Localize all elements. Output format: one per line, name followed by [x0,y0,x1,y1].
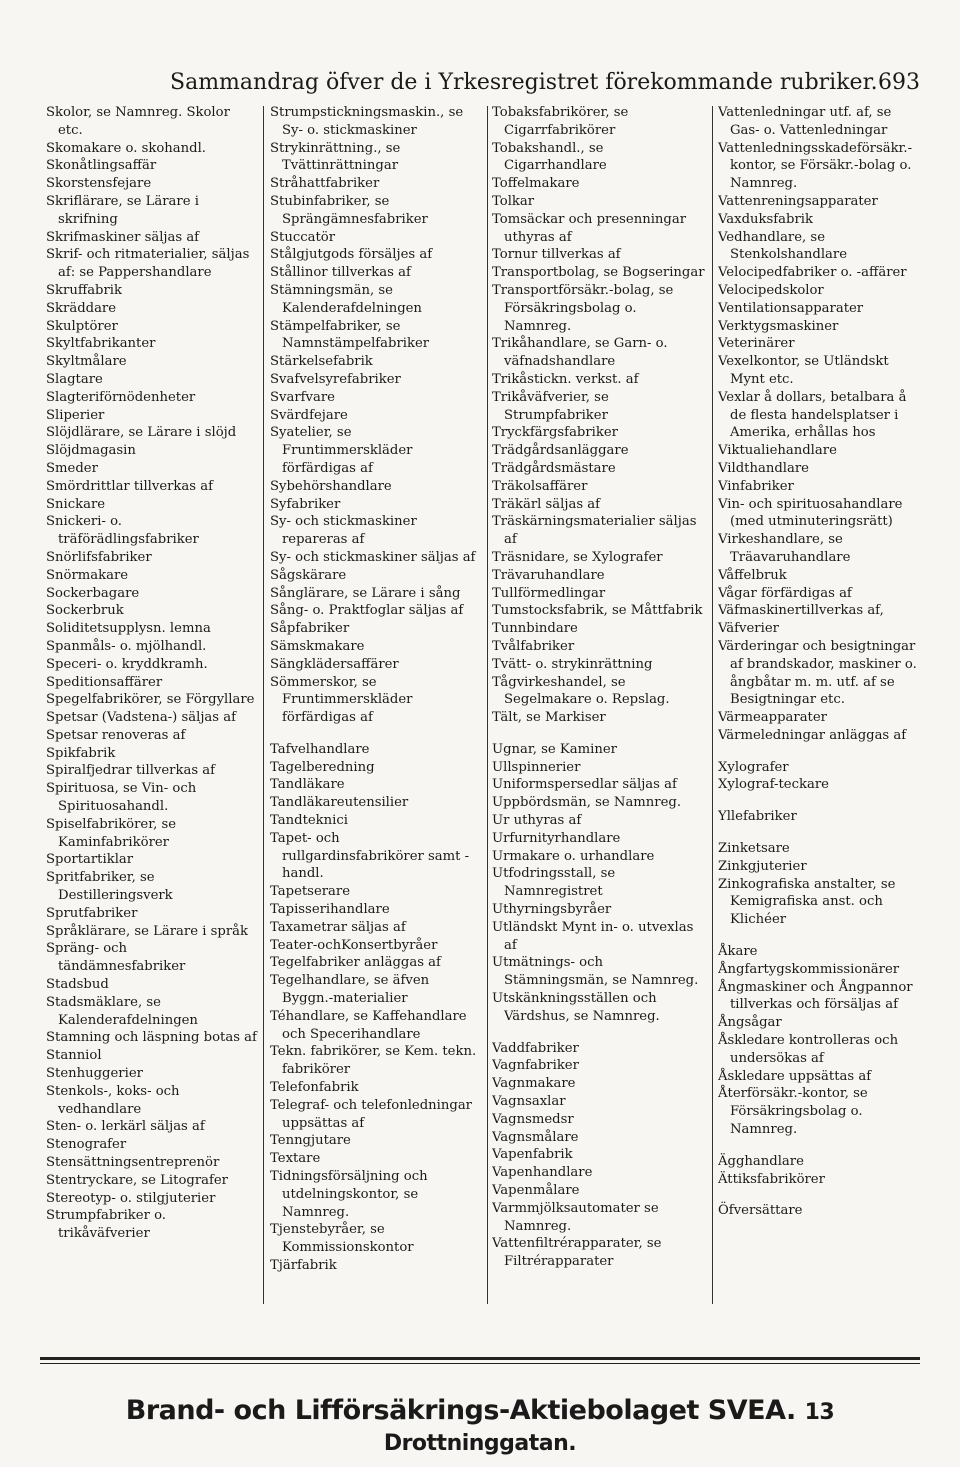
index-entry: Téhandlare, se Kaffehandlare och Specerihandlare [270,1008,467,1042]
index-entry: Tumstocksfabrik, se Måttfabrik [492,603,703,619]
index-entry: Tvätt- o. strykinrättning [492,656,653,672]
index-entry: Zinkgjuterier [718,858,807,874]
index-entry: Tomsäckar och presenningar uthyras af [492,211,687,245]
index-entry: Tekn. fabrikörer, se Kem. tekn. fabrikörer [270,1044,477,1078]
column-divider [263,106,264,1304]
index-entry: Urfurnityrhandlare [492,830,621,846]
index-entry: Spräng- och tändämnesfabriker [46,941,186,975]
index-entry: Tenngjutare [270,1133,351,1149]
index-entry: Snörmakare [46,567,129,583]
index-entry: Tjenstebyråer, se Kommissionskontor [270,1222,414,1256]
index-entry: Ångfartygskommissionärer [718,961,900,977]
index-entry: Utskänkningsställen och Värdshus, se Namnreg. [492,991,660,1024]
index-entry: Skrifmaskiner säljas af [46,229,200,245]
index-entry: Stubinfabriker, se Sprängämnesfabriker [270,193,428,227]
index-entry: Telefonfabrik [270,1080,359,1096]
index-entry: Spegelfabrikörer, se Förgyllare [46,692,255,708]
index-entry: Stadsmäklare, se Kalenderafdelningen [46,994,198,1028]
index-entry: Urmakare o. urhandlare [492,848,655,864]
index-entry: Uppbördsmän, se Namnreg. [492,795,682,811]
index-entry: Trävaruhandlare [492,567,605,583]
index-entry: Skyltfabrikanter [46,336,156,352]
index-entry: Snickeri- o. träförädlingsfabriker [46,514,199,548]
index-entry: Trädgårdsmästare [492,460,616,476]
index-entry: Skorstensfejare [46,176,152,192]
index-entry: Spetsar (Vadstena-) säljas af [46,710,236,726]
index-entry: Ur uthyras af [492,813,582,829]
index-entry: Taxametrar säljas af [270,919,406,935]
index-entry: Stentryckare, se Litografer [46,1172,228,1188]
index-entry: Skriflärare, se Lärare i skrifning [46,193,199,227]
index-entry: Vagnsaxlar [492,1094,566,1110]
index-entry: Sprutfabriker [46,905,138,921]
section-gap [270,727,484,741]
index-entry: Toffelmakare [492,176,580,192]
index-entry: Stereotyp- o. stilgjuterier [46,1190,216,1206]
column-4 [718,104,920,1304]
index-entry: Stenkols-, koks- och vedhandlare [46,1083,180,1117]
index-entry: Sågskärare [270,567,347,583]
index-entry: Smeder [46,460,98,476]
index-entry: Sämskmakare [270,638,365,654]
index-entry: Vagnsmedsr [492,1111,574,1127]
index-entry: Vapenmålare [492,1183,580,1199]
index-entry: Vågar förfärdigas af [718,585,852,601]
section-gap [718,745,920,759]
index-entry: Åskledare kontrolleras och undersökas af [718,1033,899,1066]
index-entry: Vexelkontor, se Utländskt Mynt etc. [718,354,889,387]
index-entry: Soliditetsupplysn. lemna [46,621,211,637]
footer-rule-thin [40,1363,920,1364]
index-entry: Vaddfabriker [492,1040,579,1056]
index-entry: Uthyrningsbyråer [492,902,612,918]
index-entry: Åskledare uppsättas af [718,1068,872,1084]
index-entry: Spetsar renoveras af [46,727,186,743]
index-entry: Sybehörshandlare [270,478,392,494]
index-entry: Transportbolag, se Bogseringar [492,265,705,281]
column-1 [46,104,258,1304]
index-entry: Utfodringsstall, se Namnregistret [492,866,616,900]
index-entry: Sportartiklar [46,852,134,868]
index-entry: Vattenledningar utf. af, se Gas- o. Vattenledningar [718,105,892,138]
index-entry: Stanniol [46,1048,102,1064]
index-entry: Stamning och läspning botas af [46,1030,257,1046]
page-header [40,70,920,100]
index-entry: Stenhuggerier [46,1066,143,1082]
index-entry: Ångmaskiner och Ångpannor tillverkas och försäljas af [718,979,913,1013]
index-entry: Väfverier [718,621,779,637]
index-entry: Vexlar å dollars, betalbara å de flesta handelsplatser i Amerika, erhållas hos [718,389,907,441]
index-entry: Vattenfiltrérapparater, se Filtrérapparater [492,1236,662,1270]
index-entry: Speceri- o. kryddkramh. [46,656,208,672]
column-3 [492,104,706,1304]
index-entry: Tvålfabriker [492,638,575,654]
index-entry: Sockerbagare [46,585,140,601]
section-gap [718,1139,920,1153]
index-entry: Velocipedfabriker o. -affärer [718,265,907,281]
index-entry: Vapenhandlare [492,1165,593,1181]
index-entry: Skyltmålare [46,354,127,370]
index-entry: Trädgårdsanläggare [492,443,629,459]
index-entry: Spikfabrik [46,745,116,761]
index-entry: Xylografer [718,759,789,775]
index-entry: Spritfabriker, se Destilleringsverk [46,870,173,904]
index-entry: Stämningsmän, se Kalenderafdelningen [270,282,422,316]
column-2 [270,104,484,1304]
index-entry: Vagnfabriker [492,1058,579,1074]
index-entry: Zinkografiska anstalter, se Kemigrafiska anst. och Klichéer [718,876,896,928]
index-entry: Svarfvare [270,389,335,405]
index-entry: Spiselfabrikörer, se Kaminfabrikörer [46,816,177,850]
index-entry: Utmätnings- och Stämningsmän, se Namnreg. [492,955,699,989]
index-entry: Värderingar och besigtningar af brandskador, maskiner o. ångbåtar m. m. utf. af se Besigtningar etc. [718,638,917,708]
index-entry: Tullförmedlingar [492,585,606,601]
index-entry: Öfversättare [718,1203,803,1219]
index-entry: Skulptörer [46,318,118,334]
index-entry: Trikåstickn. verkst. af [492,371,639,387]
index-entry: Tandläkareutensilier [270,795,409,811]
index-entry: Stenografer [46,1137,127,1153]
index-columns [46,104,920,1314]
index-entry: Ångsågar [718,1015,782,1031]
index-entry: Sång- o. Praktfoglar säljas af [270,603,464,619]
index-entry: Stuccatör [270,229,336,245]
section-gap [492,727,706,741]
index-entry: Ägghandlare [718,1153,804,1169]
index-entry: Ventilationsapparater [718,300,864,316]
index-entry: Snickare [46,496,106,512]
index-entry: Spiralfjedrar tillverkas af [46,763,216,779]
index-entry: Zinketsare [718,841,790,857]
index-entry: Xylograf-teckare [718,777,829,793]
index-entry: Uniformspersedlar säljas af [492,777,677,793]
index-entry: Syfabriker [270,496,341,512]
index-entry: Träkärl säljas af [492,496,601,512]
index-entry: Vin- och spirituosahandlare (med utminuteringsrätt) [718,496,903,530]
index-entry: Tafvelhandlare [270,741,370,757]
index-entry: Våffelbruk [718,567,787,583]
index-entry: Snörlifsfabriker [46,549,152,565]
index-entry: Åkare [718,944,758,960]
index-entry: Tapisserihandlare [270,902,390,918]
index-entry: Vedhandlare, se Stenkolshandlare [718,229,848,263]
index-entry: Utländskt Mynt in- o. utvexlas af [492,919,694,953]
footer-company: Brand- och Lifförsäkrings-Aktiebolaget SVEA. [125,1395,796,1426]
index-entry: Svafvelsyrefabriker [270,371,401,387]
index-entry: Väfmaskinertillverkas af, [718,603,884,619]
index-entry: Tält, se Markiser [492,710,606,726]
index-entry: Strumpfabriker o. trikåväfverier [46,1208,166,1242]
index-entry: Strykinrättning., se Tvättinrättningar [270,140,401,174]
index-entry: Speditionsaffärer [46,674,163,690]
index-entry: Strumpstickningsmaskin., se Sy- o. stickmaskiner [270,105,464,138]
index-entry: Vapenfabrik [492,1147,573,1163]
section-gap [492,1026,706,1040]
index-entry: Tegelfabriker anläggas af [270,955,441,971]
index-entry: Sy- och stickmaskiner repareras af [270,514,417,548]
section-gap [718,1188,920,1202]
index-entry: Sy- och stickmaskiner säljas af [270,549,476,565]
index-entry: Vildthandlare [718,460,809,476]
index-entry: Vagnsmålare [492,1129,579,1145]
section-gap [718,794,920,808]
index-entry: Vinfabriker [718,478,794,494]
index-entry: Tjärfabrik [270,1258,337,1273]
index-entry: Slöjdlärare, se Lärare i slöjd [46,425,237,441]
index-entry: Träskärningsmaterialier säljas af [492,514,697,548]
index-entry: Smördrittlar tillverkas af [46,478,213,494]
page-number: 693 [878,70,920,95]
index-entry: Tryckfärgsfabriker [492,425,618,441]
index-entry: Yllefabriker [718,809,797,825]
index-entry: Tandteknici [270,813,348,829]
index-entry: Spanmåls- o. mjölhandl. [46,638,207,654]
index-entry: Tobakshandl., se Cigarrhandlare [492,140,607,174]
section-gap [718,929,920,943]
index-entry: Viktualiehandlare [718,443,837,459]
index-entry: Stensättningsentreprenör [46,1155,220,1171]
index-entry: Vagnmakare [492,1076,576,1092]
index-entry: Tunnbindare [492,621,578,637]
index-entry: Stadsbud [46,977,109,993]
index-entry: Skruffabrik [46,282,123,298]
index-entry: Transportförsäkr.-bolag, se Försäkringsbolag o. Namnreg. [492,282,674,334]
index-entry: Slagteriförnödenheter [46,389,196,405]
index-entry: Skonåtlingsaffär [46,158,157,174]
index-entry: Träkolsaffärer [492,478,588,494]
index-entry: Återförsäkr.-kontor, se Försäkringsbolag o. Namnreg. [718,1086,868,1138]
page-title: Sammandrag öfver de i Yrkesregistret förekommande rubriker. [170,70,878,95]
index-entry: Skomakare o. skohandl. [46,140,206,156]
index-entry: Ullspinnerier [492,759,581,775]
index-entry: Syatelier, se Fruntimmerskläder förfärdigas af [270,425,413,476]
footer-rule-thick [40,1357,920,1360]
index-entry: Vattenledningsskadeförsäkr.-kontor, se Försäkr.-bolag o. Namnreg. [718,140,913,192]
index-entry: Vaxduksfabrik [718,211,814,227]
index-entry: Tågvirkeshandel, se Segelmakare o. Repslag. [492,674,670,708]
index-entry: Stålgjutgods försäljes af [270,247,433,263]
index-entry: Tidningsförsäljning och utdelningskontor, se Namnreg. [270,1169,428,1220]
index-entry: Skrif- och ritmaterialier, säljas af: se Pappershandlare [46,247,250,281]
index-entry: Språklärare, se Lärare i språk [46,923,248,939]
advertisement-footer [40,1395,920,1457]
index-entry: Virkeshandlare, se Träavaruhandlare [718,532,851,565]
index-entry: Tolkar [492,193,535,209]
index-entry: Tobaksfabrikörer, se Cigarrfabrikörer [492,105,629,138]
footer-address: 13 Drottninggatan. [383,1400,835,1456]
index-entry: Sånglärare, se Lärare i sång [270,585,461,601]
index-entry: Slöjdmagasin [46,443,136,459]
index-entry: Velocipedskolor [718,282,824,298]
index-entry: Sockerbruk [46,603,124,619]
index-entry: Stämpelfabriker, se Namnstämpelfabriker [270,318,430,352]
index-entry: Verktygsmaskiner [718,318,839,334]
index-entry: Värmeledningar anläggas af [718,727,907,743]
index-entry: Vattenreningsapparater [718,193,878,209]
index-entry: Skräddare [46,300,117,316]
index-entry: Såpfabriker [270,621,350,637]
index-entry: Tapet- och rullgardinsfabrikörer samt -handl. [270,830,470,882]
section-gap [718,826,920,840]
index-entry: Sten- o. lerkärl säljas af [46,1119,205,1135]
index-entry: Tegelhandlare, se äfven Byggn.-materialier [270,973,430,1007]
column-divider [712,106,713,1304]
index-entry: Stållinor tillverkas af [270,265,411,281]
index-entry: Trikåhandlare, se Garn- o. väfnadshandlare [492,336,668,370]
column-divider [487,106,488,1304]
index-entry: Textare [270,1151,321,1167]
index-entry: Spirituosa, se Vin- och Spirituosahandl. [46,781,197,815]
index-entry: Värmeapparater [718,710,827,726]
index-entry: Sömmerskor, se Fruntimmerskläder förfärdigas af [270,674,413,726]
index-entry: Tornur tillverkas af [492,247,621,263]
index-entry: Stråhattfabriker [270,176,380,192]
index-entry: Telegraf- och telefonledningar uppsättas af [270,1097,472,1131]
index-entry: Tandläkare [270,777,345,793]
index-entry: Slagtare [46,371,103,387]
index-entry: Sängklädersaffärer [270,656,399,672]
index-entry: Teater-ochKonsertbyråer [270,937,438,953]
index-entry: Ugnar, se Kaminer [492,741,617,757]
index-entry: Veterinärer [718,336,795,352]
index-entry: Tapetserare [270,884,351,900]
index-entry: Tagelberedning [270,759,375,775]
index-entry: Svärdfejare [270,407,348,423]
index-entry: Trikåväfverier, se Strumpfabriker [492,389,609,423]
index-entry: Stärkelsefabrik [270,354,373,370]
index-entry: Sliperier [46,407,105,423]
index-entry: Träsnidare, se Xylografer [492,549,663,565]
index-entry: Skolor, se Namnreg. Skolor etc. [46,105,230,138]
index-entry: Ättiksfabrikörer [718,1171,825,1187]
index-entry: Varmmjölksautomater se Namnreg. [492,1200,659,1234]
